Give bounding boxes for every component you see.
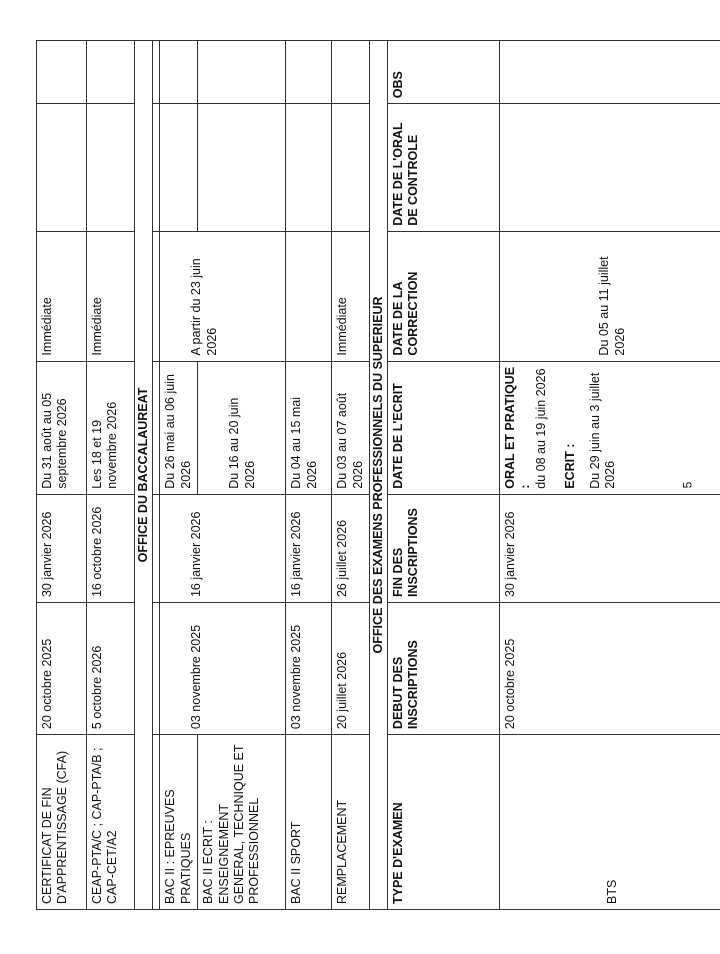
end-date: 30 janvier 2026 [37, 494, 87, 602]
section-heading: OFFICE DU BACCALAUREAT [135, 41, 153, 910]
oral-dates: du 08 au 19 juin 2026 [533, 368, 548, 489]
spacer-row [153, 41, 160, 910]
end-date [160, 494, 286, 602]
written-date: Du 26 mai au 06 juin 2026 [160, 361, 198, 494]
exam-type: BAC II ECRIT : ENSEIGNEMENT GENERAL, TECHNIQUE ET PROFESSIONNEL [198, 735, 286, 910]
page-number: 5 [680, 481, 695, 489]
section-row [369, 41, 387, 910]
obs-cell [500, 41, 720, 104]
spacer-cell [153, 603, 160, 735]
correction-date [286, 231, 332, 361]
obs-cell [87, 41, 135, 104]
exam-type: CEAP-PTA/C ; CAP-PTA/B ; CAP-CET/A2 [87, 735, 135, 910]
correction-date: Immédiate [87, 231, 135, 361]
end-date: 26 juillet 2026 [332, 494, 370, 602]
oral-date [198, 104, 286, 232]
spacer-cell [153, 361, 160, 494]
oral-date [160, 104, 198, 232]
oral-date [286, 104, 332, 232]
end-date-text: 16 janvier 2026 [189, 511, 204, 598]
spacer-cell [153, 231, 160, 361]
written-label: ECRIT : [562, 443, 577, 489]
obs-cell [37, 41, 87, 104]
obs-cell [332, 41, 370, 104]
rotated-schedule [36, 40, 627, 910]
start-date: 20 juillet 2026 [332, 603, 370, 735]
written-date: Les 18 et 19 novembre 2026 [87, 361, 135, 494]
exam-type: CERTIFICAT DE FIN D'APPRENTISSAGE (CFA) [37, 735, 87, 910]
header-start: DEBUT DES INSCRIPTIONS [388, 603, 500, 735]
section-row [135, 41, 153, 910]
header-correction: DATE DE LA CORRECTION [388, 231, 500, 361]
header-row [388, 41, 500, 910]
start-date [160, 603, 286, 735]
table-row [286, 41, 332, 910]
oral-date [87, 104, 135, 232]
correction-date: Du 05 au 11 juillet 2026 [500, 231, 720, 361]
obs-cell [286, 41, 332, 104]
spacer-cell [153, 104, 160, 232]
exam-type: REMPLACEMENT [332, 735, 370, 910]
table-row [160, 41, 198, 910]
spacer-cell [153, 41, 160, 104]
end-date: 16 octobre 2026 [87, 494, 135, 602]
spacer-cell [153, 494, 160, 602]
end-date: 16 janvier 2026 [286, 494, 332, 602]
start-date: 20 octobre 2025 [37, 603, 87, 735]
section-heading: OFFICE DES EXAMENS PROFESSIONNELS DU SUPERIEUR [369, 41, 387, 910]
written-dates: Du 29 juin au 3 juillet 2026 [588, 372, 618, 489]
end-date: 30 janvier 2026 [500, 494, 720, 602]
spacer-cell [153, 735, 160, 910]
table-row [198, 41, 286, 910]
table-row [37, 41, 87, 910]
correction-date: Immédiate [332, 231, 370, 361]
correction-date: Immédiate [37, 231, 87, 361]
correction-date [160, 231, 286, 361]
exam-schedule-table [36, 40, 720, 910]
header-obs: OBS [388, 41, 500, 104]
header-type: TYPE D'EXAMEN [388, 735, 500, 910]
written-date: Du 04 au 15 mai 2026 [286, 361, 332, 494]
oral-label: ORAL ET PRATIQUE : [503, 366, 533, 489]
obs-cell [160, 41, 198, 104]
written-date: Du 03 au 07 août 2026 [332, 361, 370, 494]
start-date-text: 03 novembre 2025 [189, 624, 204, 730]
start-date: 20 octobre 2025 [500, 603, 720, 735]
written-date [198, 361, 286, 494]
table-row [500, 41, 720, 910]
exam-type: BAC II SPORT [286, 735, 332, 910]
written-date-text: Du 16 au 20 juin 2026 [227, 397, 257, 489]
written-date [500, 361, 720, 494]
oral-date [37, 104, 87, 232]
written-date: Du 31 août au 05 septembre 2026 [37, 361, 87, 494]
oral-date [500, 104, 720, 232]
table-row [87, 41, 135, 910]
oral-date [332, 104, 370, 232]
exam-type: BAC II : EPREUVES PRATIQUES [160, 735, 198, 910]
start-date: 5 octobre 2026 [87, 603, 135, 735]
obs-cell [198, 41, 286, 104]
header-end: FIN DES INSCRIPTIONS [388, 494, 500, 602]
table-row [332, 41, 370, 910]
header-written: DATE DE L'ECRIT [388, 361, 500, 494]
header-oral: DATE DE L'ORAL DE CONTROLE [388, 104, 500, 232]
exam-type: BTS [500, 735, 720, 910]
start-date: 03 novembre 2025 [286, 603, 332, 735]
correction-date-text: A partir du 23 juin 2026 [189, 258, 219, 356]
